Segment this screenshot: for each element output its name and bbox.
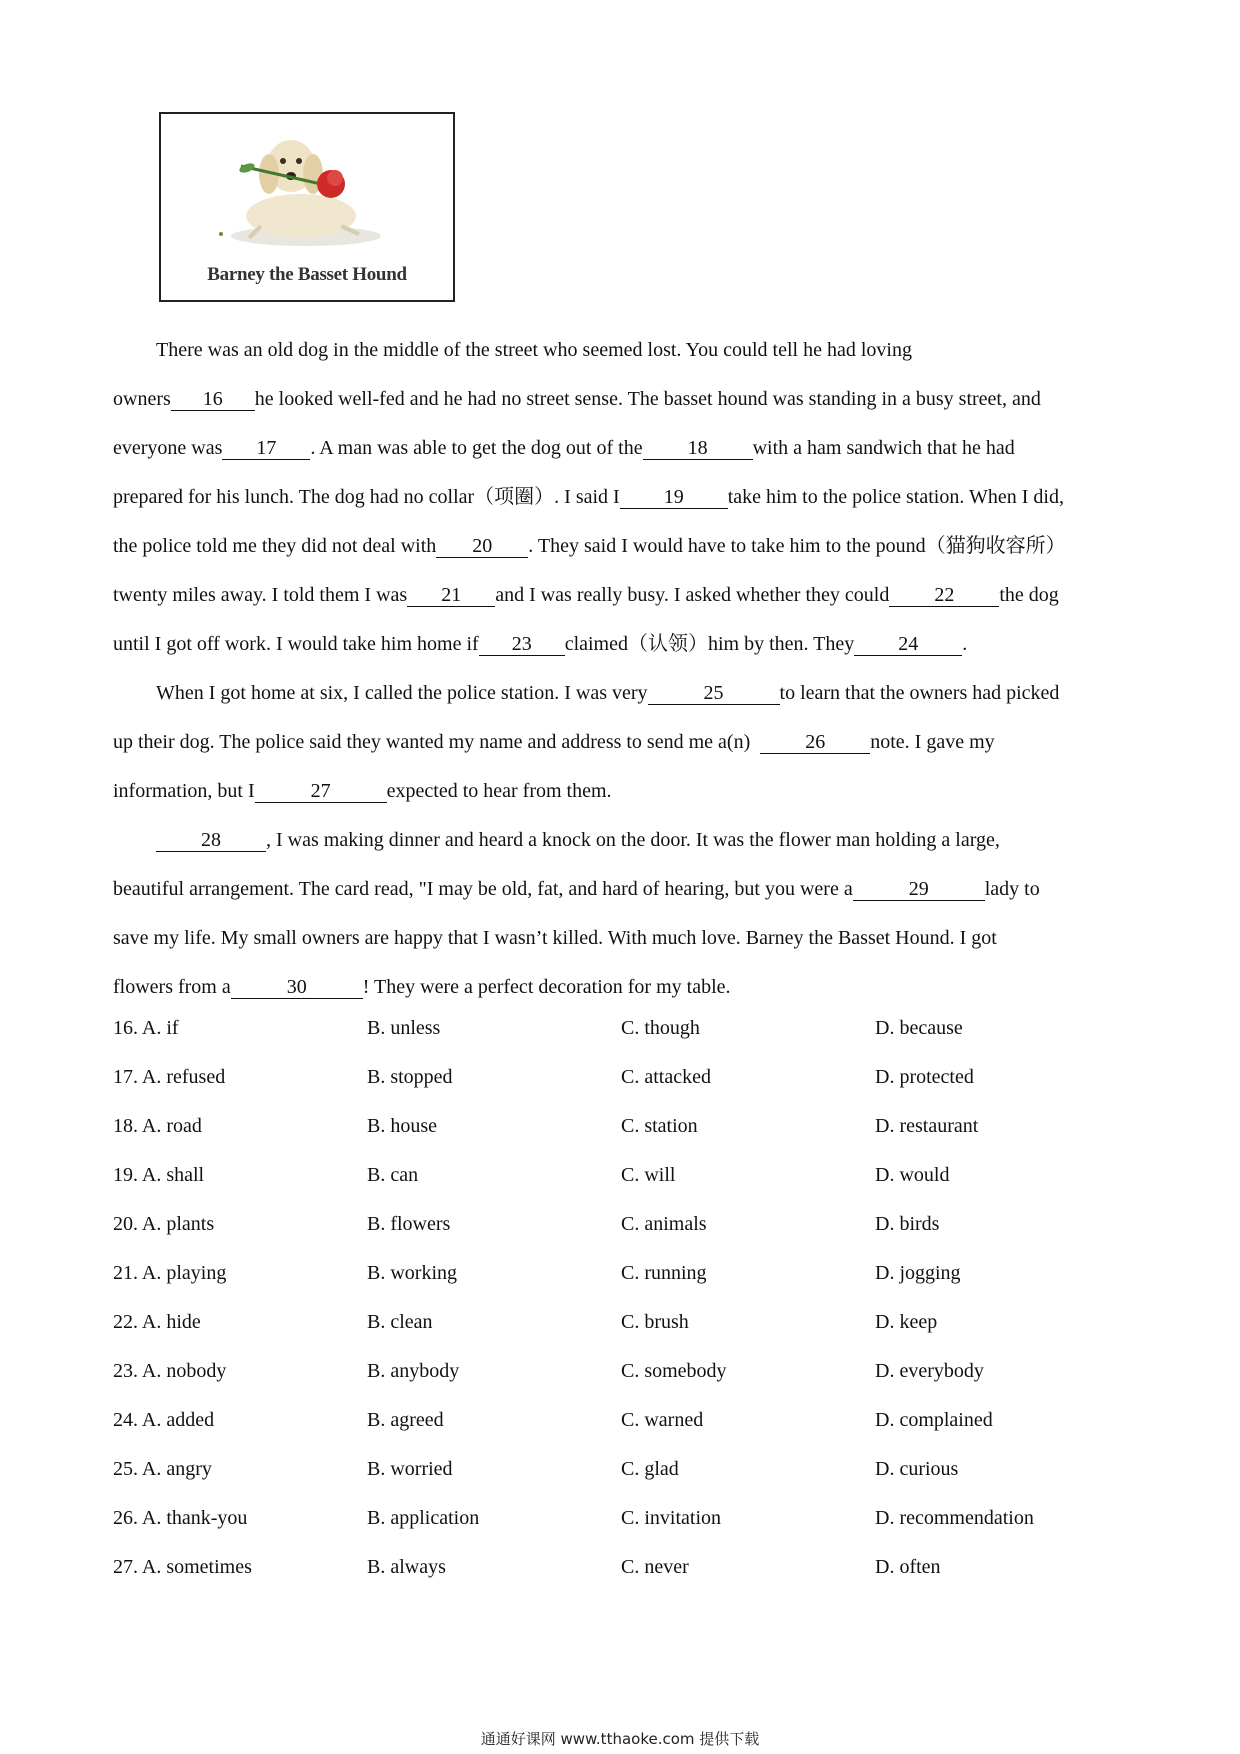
- passage-text: save my life. My small owners are happy that I wasn’t killed. With much love. Barney the Basset Hound. I got: [113, 927, 997, 949]
- passage-line: [113, 326, 1133, 375]
- option-b: B. worried: [367, 1458, 453, 1480]
- cloze-passage: [113, 326, 1133, 1012]
- option-c: C. invitation: [621, 1507, 721, 1529]
- option-c: C. glad: [621, 1458, 679, 1480]
- passage-text: flowers from a: [113, 976, 231, 998]
- blank-22: 22: [889, 584, 999, 607]
- blank-29: 29: [853, 878, 985, 901]
- option-a: 18. A. road: [113, 1115, 202, 1137]
- option-d: D. protected: [875, 1066, 974, 1088]
- question-row: [113, 1347, 1133, 1396]
- question-row: [113, 1298, 1133, 1347]
- passage-text: the dog: [999, 584, 1059, 606]
- option-c: C. brush: [621, 1311, 689, 1333]
- option-d: D. restaurant: [875, 1115, 979, 1137]
- option-b: B. working: [367, 1262, 457, 1284]
- passage-text: twenty miles away. I told them I was: [113, 584, 408, 606]
- question-row: [113, 1004, 1133, 1053]
- passage-text: When I got home at six, I called the police station. I was very: [156, 682, 648, 704]
- option-c: C. attacked: [621, 1066, 711, 1088]
- passage-line: [113, 571, 1133, 620]
- option-b: B. application: [367, 1507, 480, 1529]
- blank-26: 26: [760, 731, 870, 754]
- passage-text: information, but I: [113, 780, 255, 802]
- option-c: C. warned: [621, 1409, 704, 1431]
- option-b: B. always: [367, 1556, 446, 1578]
- option-c: C. though: [621, 1017, 700, 1039]
- option-a: 19. A. shall: [113, 1164, 205, 1186]
- option-a: 16. A. if: [113, 1017, 179, 1039]
- figure-caption: Barney the Basset Hound: [207, 264, 407, 285]
- option-d: D. curious: [875, 1458, 959, 1480]
- question-row: [113, 1543, 1133, 1592]
- passage-line: [113, 669, 1133, 718]
- option-b: B. stopped: [367, 1066, 453, 1088]
- option-d: D. everybody: [875, 1360, 984, 1382]
- blank-17: 17: [222, 437, 310, 460]
- passage-text: everyone was: [113, 437, 223, 459]
- question-row: [113, 1053, 1133, 1102]
- question-row: [113, 1200, 1133, 1249]
- option-d: D. because: [875, 1017, 963, 1039]
- basset-hound-with-rose-image: [201, 126, 421, 256]
- passage-line: [113, 620, 1133, 669]
- passage-text: .: [962, 633, 968, 655]
- option-a: 26. A. thank-you: [113, 1507, 248, 1529]
- option-b: B. can: [367, 1164, 419, 1186]
- passage-line: [113, 718, 1133, 767]
- option-d: D. recommendation: [875, 1507, 1034, 1529]
- blank-25: 25: [648, 682, 780, 705]
- passage-line: [113, 522, 1133, 571]
- option-b: B. clean: [367, 1311, 433, 1333]
- blank-18: 18: [643, 437, 753, 460]
- passage-text: . A man was able to get the dog out of the: [310, 437, 643, 459]
- page-footer: 通通好课网 www.tthaoke.com 提供下载: [480, 1730, 760, 1748]
- passage-text: with a ham sandwich that he had: [752, 437, 1015, 459]
- passage-line: [113, 424, 1133, 473]
- option-b: B. agreed: [367, 1409, 444, 1431]
- option-a: 24. A. added: [113, 1409, 215, 1431]
- option-c: C. station: [621, 1115, 698, 1137]
- passage-text: note. I gave my: [870, 731, 995, 753]
- option-d: D. jogging: [875, 1262, 961, 1284]
- blank-19: 19: [620, 486, 728, 509]
- question-row: [113, 1396, 1133, 1445]
- passage-text: claimed（认领）him by then. They: [564, 633, 855, 655]
- option-d: D. would: [875, 1164, 950, 1186]
- passage-text: up their dog. The police said they wanted my name and address to send me a(n): [113, 731, 751, 753]
- option-d: D. keep: [875, 1311, 938, 1333]
- question-row: [113, 1445, 1133, 1494]
- option-c: C. somebody: [621, 1360, 727, 1382]
- passage-text: he looked well-fed and he had no street sense. The basset hound was standing in a busy street, and: [254, 388, 1041, 410]
- passage-text: ! They were a perfect decoration for my table.: [362, 976, 731, 998]
- question-row: [113, 1249, 1133, 1298]
- option-c: C. animals: [621, 1213, 707, 1235]
- passage-line: [113, 473, 1133, 522]
- passage-line: [113, 816, 1133, 865]
- answer-options: [113, 1004, 1133, 1592]
- passage-line: [113, 865, 1133, 914]
- option-a: 22. A. hide: [113, 1311, 201, 1333]
- option-a: 17. A. refused: [113, 1066, 226, 1088]
- option-c: C. will: [621, 1164, 676, 1186]
- option-b: B. unless: [367, 1017, 441, 1039]
- option-c: C. running: [621, 1262, 707, 1284]
- option-a: 23. A. nobody: [113, 1360, 227, 1382]
- option-b: B. anybody: [367, 1360, 460, 1382]
- blank-24: 24: [854, 633, 962, 656]
- blank-27: 27: [255, 780, 387, 803]
- passage-text: and I was really busy. I asked whether they could: [495, 584, 890, 606]
- option-d: D. birds: [875, 1213, 940, 1235]
- blank-21: 21: [407, 584, 495, 607]
- passage-text: beautiful arrangement. The card read, "I may be old, fat, and hard of hearing, but you were a: [113, 878, 853, 900]
- blank-20: 20: [436, 535, 528, 558]
- option-a: 20. A. plants: [113, 1213, 215, 1235]
- passage-text: the police told me they did not deal with: [113, 535, 437, 557]
- passage-text: expected to hear from them.: [386, 780, 612, 802]
- question-row: [113, 1494, 1133, 1543]
- option-a: 21. A. playing: [113, 1262, 227, 1284]
- blank-23: 23: [479, 633, 565, 656]
- passage-text: , I was making dinner and heard a knock on the door. It was the flower man holding a large,: [266, 829, 1000, 851]
- option-a: 27. A. sometimes: [113, 1556, 252, 1578]
- passage-text: . They said I would have to take him to the pound（猫狗收容所）: [528, 535, 1066, 557]
- option-b: B. house: [367, 1115, 437, 1137]
- blank-30: 30: [231, 976, 363, 999]
- passage-text: take him to the police station. When I did,: [727, 486, 1064, 508]
- option-a: 25. A. angry: [113, 1458, 212, 1480]
- passage-text: until I got off work. I would take him home if: [113, 633, 479, 655]
- dog-illustration-frame: [159, 112, 455, 302]
- option-c: C. never: [621, 1556, 689, 1578]
- option-b: B. flowers: [367, 1213, 451, 1235]
- passage-text: prepared for his lunch. The dog had no collar（项圈）. I said I: [113, 486, 620, 508]
- passage-line: [113, 767, 1133, 816]
- blank-28: 28: [156, 829, 266, 852]
- passage-line: [113, 375, 1133, 424]
- blank-16: 16: [171, 388, 255, 411]
- question-row: [113, 1151, 1133, 1200]
- passage-text: lady to: [984, 878, 1040, 900]
- question-row: [113, 1102, 1133, 1151]
- option-d: D. complained: [875, 1409, 993, 1431]
- passage-line: [113, 914, 1133, 963]
- passage-text: to learn that the owners had picked: [779, 682, 1060, 704]
- passage-text: owners: [113, 388, 171, 410]
- passage-text: There was an old dog in the middle of the street who seemed lost. You could tell he had loving: [156, 339, 912, 361]
- option-d: D. often: [875, 1556, 941, 1578]
